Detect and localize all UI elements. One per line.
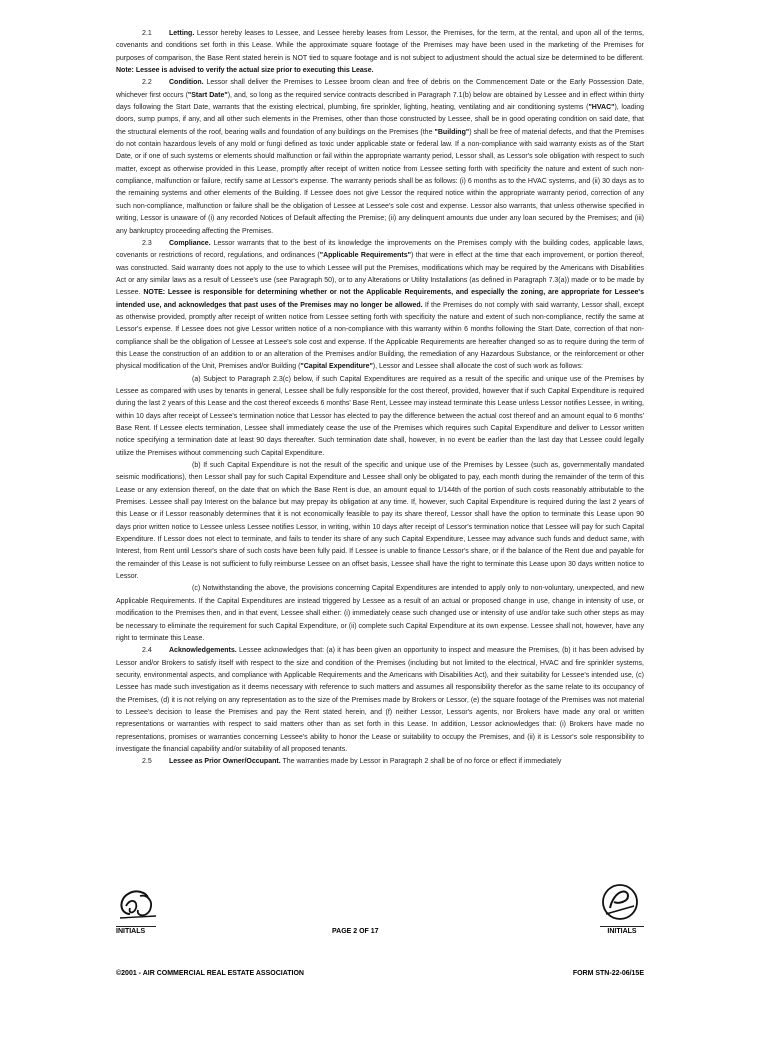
lease-body xyxy=(116,28,644,769)
section-number: 2.2 xyxy=(142,79,152,87)
subsection: (a) Subject to Paragraph 2.3(c) below, if such Capital Expenditures are required as a result of the specific and unique use of the Premises by Lessee as compared with uses by tenants in general, Lessee shall be fully responsible for the cost thereof, provided, however that if such Capital Expenditure is required during the last 2 years of this Lease and the cost thereof exceeds 6 months' Base Rent, Lessee may instead terminate this Lease unless Lessor notifies Lessee, in writing, within 10 days after receipt of Lessee's termination notice that Lessor has elected to pay the difference between the actual cost thereof and an amount equal to 6 months' Base Rent. If Lessee elects termination, Lessee shall immediately cease the use of the Premises which requires such Capital Expenditure and deliver to Lessor written notice specifying a termination date at least 90 days thereafter. Such termination date shall, however, in no event be earlier than the last day that Lessee could legally utilize the Premises without commencing such Capital Expenditure. xyxy=(116,375,644,457)
section-2-3 xyxy=(116,238,644,374)
section-2-1 xyxy=(116,28,644,77)
subsection: (c) Notwithstanding the above, the provisions concerning Capital Expenditures are intended to apply only to non-voluntary, unexpected, and new Applicable Requirements. If the Capital Expenditures are instead triggered by Lessee as a result of an actual or proposed change in use, change in intensity of use, or modification to the Premises then, and in that event, Lessee shall either: (i) immediately cease such changed use or intensity of use and/or take such other steps as may be necessary to eliminate the requirement for such Capital Expenditure, or (ii) complete such Capital Expenditure at its own expense. Lessee shall not, however, have any right to terminate this Lease. xyxy=(116,585,644,642)
section-title: Acknowledgements. xyxy=(169,647,237,655)
section-title: Letting. xyxy=(169,30,195,37)
initials-left xyxy=(116,926,156,935)
section-title: Compliance. xyxy=(169,239,211,247)
section-text: ) shall be free of material defects, and that the Premises do not contain hazardous levels of any mold or fungi defined as toxic under applicable state or federal law. If a non-compliance with said warranty exists as of the Start Date, or if one of such systems or elements should malfunction or fail within the appropriate warranty period, Lessor shall, as Lessor's sole obligation with respect to such matter, except as otherwise provided in this Lease, promptly after receipt of written notice from Lessee setting forth with specificity the nature and extent of such non-compliance, malfunction or failure, rectify same at Lessor's expense. The warranty periods shall be as follows: (i) 6 months as to the HVAC systems, and (ii) 30 days as to the remaining systems and other elements of the Building. If Lessee does not give Lessor the required notice within the appropriate warranty period, correction of any such non-compliance, malfunction or failure shall be the obligation of Lessee at Lessee's sole cost and expense. Lessor also warrants, that unless otherwise specified in writing, Lessor is unaware of (i) any recorded Notices of Default affecting the Premise; (ii) any delinquent amounts due under any loan secured by the Premises; and (iii) any bankruptcy proceeding affecting the Premises. xyxy=(116,128,645,235)
section-text: Lessor hereby leases to Lessee, and Lessee hereby leases from Lessor, the Premises, for the term, at the rental, and upon all of the terms, covenants and conditions set forth in this Lease. While the approximate square footage of the Premises may have been used in the marketing of the Premises for purposes of comparison, the Base Rent stated herein is NOT tied to square footage and is not subject to adjustment should the actual size be determined to be different. xyxy=(116,30,645,62)
bold-text: "Applicable Requirements" xyxy=(319,252,411,260)
section-text: Lessee acknowledges that: (a) it has been given an opportunity to inspect and measure the Premises, (b) it has been advised by Lessor and/or Brokers to satisfy itself with respect to the size and condition of the Premises (including but not limited to the electrical, HVAC and fire sprinkler systems, security, environmental aspects, and compliance with Applicable Requirements and the Americans with Disabilities Act), and their suitability for Lessee's intended use, (c) Lessee has made such investigation as it deems necessary with reference to such matters and assumes all responsibility therefor as the same relate to its occupancy of the Premises, (d) it is not relying on any representation as to the size of the Premises made by Brokers or Lessor, (e) the square footage of the Premises was not material to Lessee's decision to lease the Premises and pay the Rent stated herein, and (f) neither Lessor, Lessor's agents, nor Brokers have made any oral or written representations or warranties with respect to said matters other than as set forth in this Lease. In addition, Lessor acknowledges that: (i) Brokers have made no representations, promises or warranties concerning Lessee's ability to honor the Lease or suitability to occupy the Premises, and (ii) it is Lessor's sole responsibility to investigate the financial capability and/or suitability of all proposed tenants. xyxy=(116,647,644,753)
section-text: ), and, so long as the required service contracts described in Paragraph 7.1(b) below are obtained by Lessee and in effect within thirty days following the Start Date, warrants that the existing electrical, plumbing, fire sprinkler, lighting, heating, ventilating and air conditioning systems ( xyxy=(116,91,644,112)
bold-text: "Capital Expenditure" xyxy=(300,363,373,371)
section-text: If the Premises do not comply with said warranty, Lessor shall, except as otherwise provided, promptly after receipt of written notice from Lessee setting forth with specificity the nature and extent of such non-compliance, rectify the same at Lessor's expense. If Lessee does not give Lessor written notice of a non-compliance with this warranty within 6 months following the Start Date, correction of that non-compliance shall be the obligation of Lessee at Lessee's sole cost and expense. If the Applicable Requirements are hereafter changed so as to require during the term of this Lease the construction of an addition to or an alteration of the Premises and/or Building, the remediation of any Hazardous Substance, or the reinforcement or other physical modification of the Unit, Premises and/or Building ( xyxy=(116,301,644,371)
section-title: Condition. xyxy=(169,79,204,87)
section-text: Lessor warrants that to the best of its knowledge the improvements on the Premises comply with the building codes, applicable laws, covenants or restrictions of record, regulations, and ordinances ( xyxy=(116,239,644,260)
section-text: ), Lessor and Lessee shall allocate the cost of such work as follows: xyxy=(372,363,583,371)
section-text: ), loading doors, sump pumps, if any, and all other such elements in the Premises, other than those constructed by Lessee, shall be in good operating condition on said date, that the structural elements of the roof, bearing walls and foundation of any buildings on the Premises (the xyxy=(116,104,644,136)
initials-right xyxy=(600,926,644,935)
section-2-2 xyxy=(116,77,644,237)
section-text: The warranties made by Lessor in Paragraph 2 shall be of no force or effect if immediately xyxy=(282,758,562,766)
form-number: FORM STN-22-06/15E xyxy=(572,970,644,977)
section-2-4 xyxy=(116,645,644,756)
copyright: ©2001 - AIR COMMERCIAL REAL ESTATE ASSOCIATION xyxy=(116,970,304,977)
section-number: 2.1 xyxy=(142,30,152,37)
bold-text: NOTE: Lessee is responsible for determining whether or not the Applicable Requirements, and especially the zoning, are appropriate for Lessee's intended use, and acknowledges that past uses of the Premises may no longer be allowed. xyxy=(116,289,644,309)
initials-right-label: INITIALS xyxy=(607,928,637,935)
page-footer xyxy=(116,880,644,977)
initials-signature-left xyxy=(116,884,162,924)
bold-text: "Start Date" xyxy=(187,91,228,99)
bold-text: Note: Lessee is advised to verify the actual size prior to executing this Lease. xyxy=(116,67,374,75)
page-number: PAGE 2 OF 17 xyxy=(332,928,379,935)
bold-text: "Building" xyxy=(434,128,470,136)
bold-text: "HVAC" xyxy=(588,104,615,112)
section-title: Lessee as Prior Owner/Occupant. xyxy=(169,758,281,766)
section-text: ) that were in effect at the time that each improvement, or portion thereof, was constructed. Said warranty does not apply to the use to which Lessee will put the Premises, modifications which may be required by the Americans with Disabilities Act or any similar laws as a result of Lessee's use (see Paragraph 50), or to any Alterations or Utility Installations (as defined in Paragraph 7.3(a)) made or to be made by Lessee. xyxy=(116,252,644,297)
initials-left-label: INITIALS xyxy=(116,928,146,935)
section-text: Lessor shall deliver the Premises to Lessee broom clean and free of debris on the Commencement Date or the Early Possession Date, whichever first occurs ( xyxy=(116,79,644,99)
section-number: 2.4 xyxy=(142,647,152,655)
initials-signature-right xyxy=(598,880,642,924)
section-number: 2.5 xyxy=(142,758,152,766)
subsection: (b) If such Capital Expenditure is not the result of the specific and unique use of the Premises by Lessee (such as, governmentally mandated seismic modifications), then Lessor shall pay for such Capital Expenditure and Lessee shall only be obligated to pay, each month during the remainder of the term of this Lease or any extension thereof, on the date that on which the Base Rent is due, an amount equal to 1/144th of the portion of such costs reasonably attributable to the Premises. Lessee shall pay Interest on the balance but may prepay its obligation at any time. If, however, such Capital Expenditure is required during the last 2 years of this Lease or if Lessor reasonably determines that it is not economically feasible to pay its share thereof, Lessor shall have the option to terminate this Lease upon 90 days prior written notice to Lessee unless Lessee notifies Lessor, in writing, within 10 days after receipt of Lessor's termination notice that Lessee will pay for such Capital Expenditure. If Lessor does not elect to terminate, and fails to tender its share of any such Capital Expenditure, Lessee may advance such funds and deduct same, with Interest, from Rent until Lessor's share of such costs have been fully paid. If Lessee is unable to finance Lessor's share, or if the balance of the Rent due and payable for the remainder of this Lease is not sufficient to fully reimburse Lessee on an offset basis, Lessee shall have the right to terminate this Lease upon 30 days written notice to Lessor. xyxy=(116,462,644,581)
section-2-5 xyxy=(116,756,644,768)
section-number: 2.3 xyxy=(142,239,152,247)
